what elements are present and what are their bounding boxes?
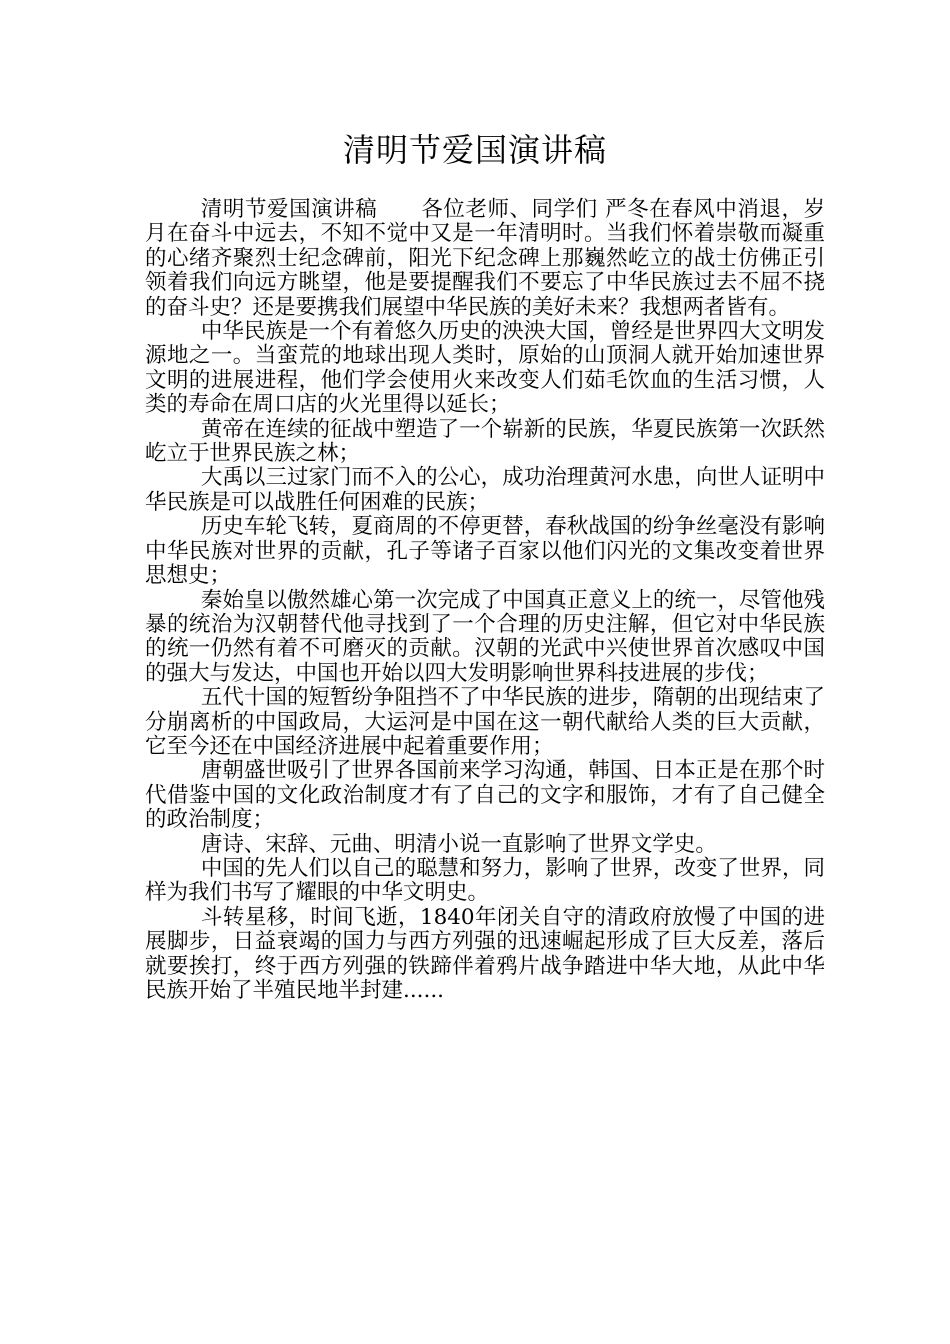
paragraph-8: 唐朝盛世吸引了世界各国前来学习沟通，韩国、日本正是在那个时代借鉴中国的文化政治制度才有了自己的文字和服饰，才有了自己健全的政治制度；	[145, 758, 825, 833]
paragraph-3: 黄帝在连续的征战中塑造了一个崭新的民族，华夏民族第一次跃然屹立于世界民族之林；	[145, 416, 825, 467]
paragraph-7: 五代十国的短暂纷争阻挡不了中华民族的进步，隋朝的出现结束了分崩离析的中国政局，大运河是中国在这一朝代献给人类的巨大贡献，它至今还在中国经济进展中起着重要作用；	[145, 685, 825, 759]
paragraph-5: 历史车轮飞转，夏商周的不停更替，春秋战国的纷争丝毫没有影响中华民族对世界的贡献，孔子等诸子百家以他们闪光的文集改变着世界思想史；	[145, 514, 825, 589]
paragraph-1: 清明节爱国演讲稿 各位老师、同学们 严冬在春风中消退，岁月在奋斗中远去，不知不觉中又是一年清明时。当我们怀着崇敬而凝重的心绪齐聚烈士纪念碑前，阳光下纪念碑上那巍然屹立的战士仿佛正引领着我们向远方眺望，他是要提醒我们不要忘了中华民族过去不屈不挠的奋斗史？还是要携我们展望中华民族的美好未来？我想两者皆有。	[145, 197, 825, 320]
paragraph-6: 秦始皇以傲然雄心第一次完成了中国真正意义上的统一，尽管他残暴的统治为汉朝替代他寻找到了一个合理的历史注解，但它对中华民族的统一仍然有着不可磨灭的贡献。汉朝的光武中兴使世界首次感叹中国的强大与发达，中国也开始以四大发明影响世界科技进展的步伐；	[145, 587, 825, 686]
paragraph-4: 大禹以三过家门而不入的公心，成功治理黄河水患，向世人证明中华民族是可以战胜任何困难的民族；	[145, 465, 825, 515]
paragraph-9: 唐诗、宋辞、元曲、明清小说一直影响了世界文学史。	[200, 831, 717, 857]
paragraph-11: 斗转星移，时间飞逝，1840年闭关自守的清政府放慢了中国的进展脚步，日益衰竭的国力与西方列强的迅速崛起形成了巨大反差，落后就要挨打，终于西方列强的铁蹄伴着鸦片战争踏进中华大地，从此中华民族开始了半殖民地半封建......	[145, 904, 825, 1003]
paragraph-10: 中国的先人们以自己的聪慧和努力，影响了世界，改变了世界，同样为我们书写了耀眼的中华文明史。	[145, 855, 825, 906]
paragraph-2: 中华民族是一个有着悠久历史的泱泱大国，曾经是世界四大文明发源地之一。当蛮荒的地球出现人类时，原始的山顶洞人就开始加速世界文明的进展进程，他们学会使用火来改变人们茹毛饮血的生活习惯，人类的寿命在周口店的火光里得以延长；	[145, 319, 825, 418]
document-body	[145, 198, 825, 1003]
document-title: 清明节爱国演讲稿	[342, 131, 607, 169]
